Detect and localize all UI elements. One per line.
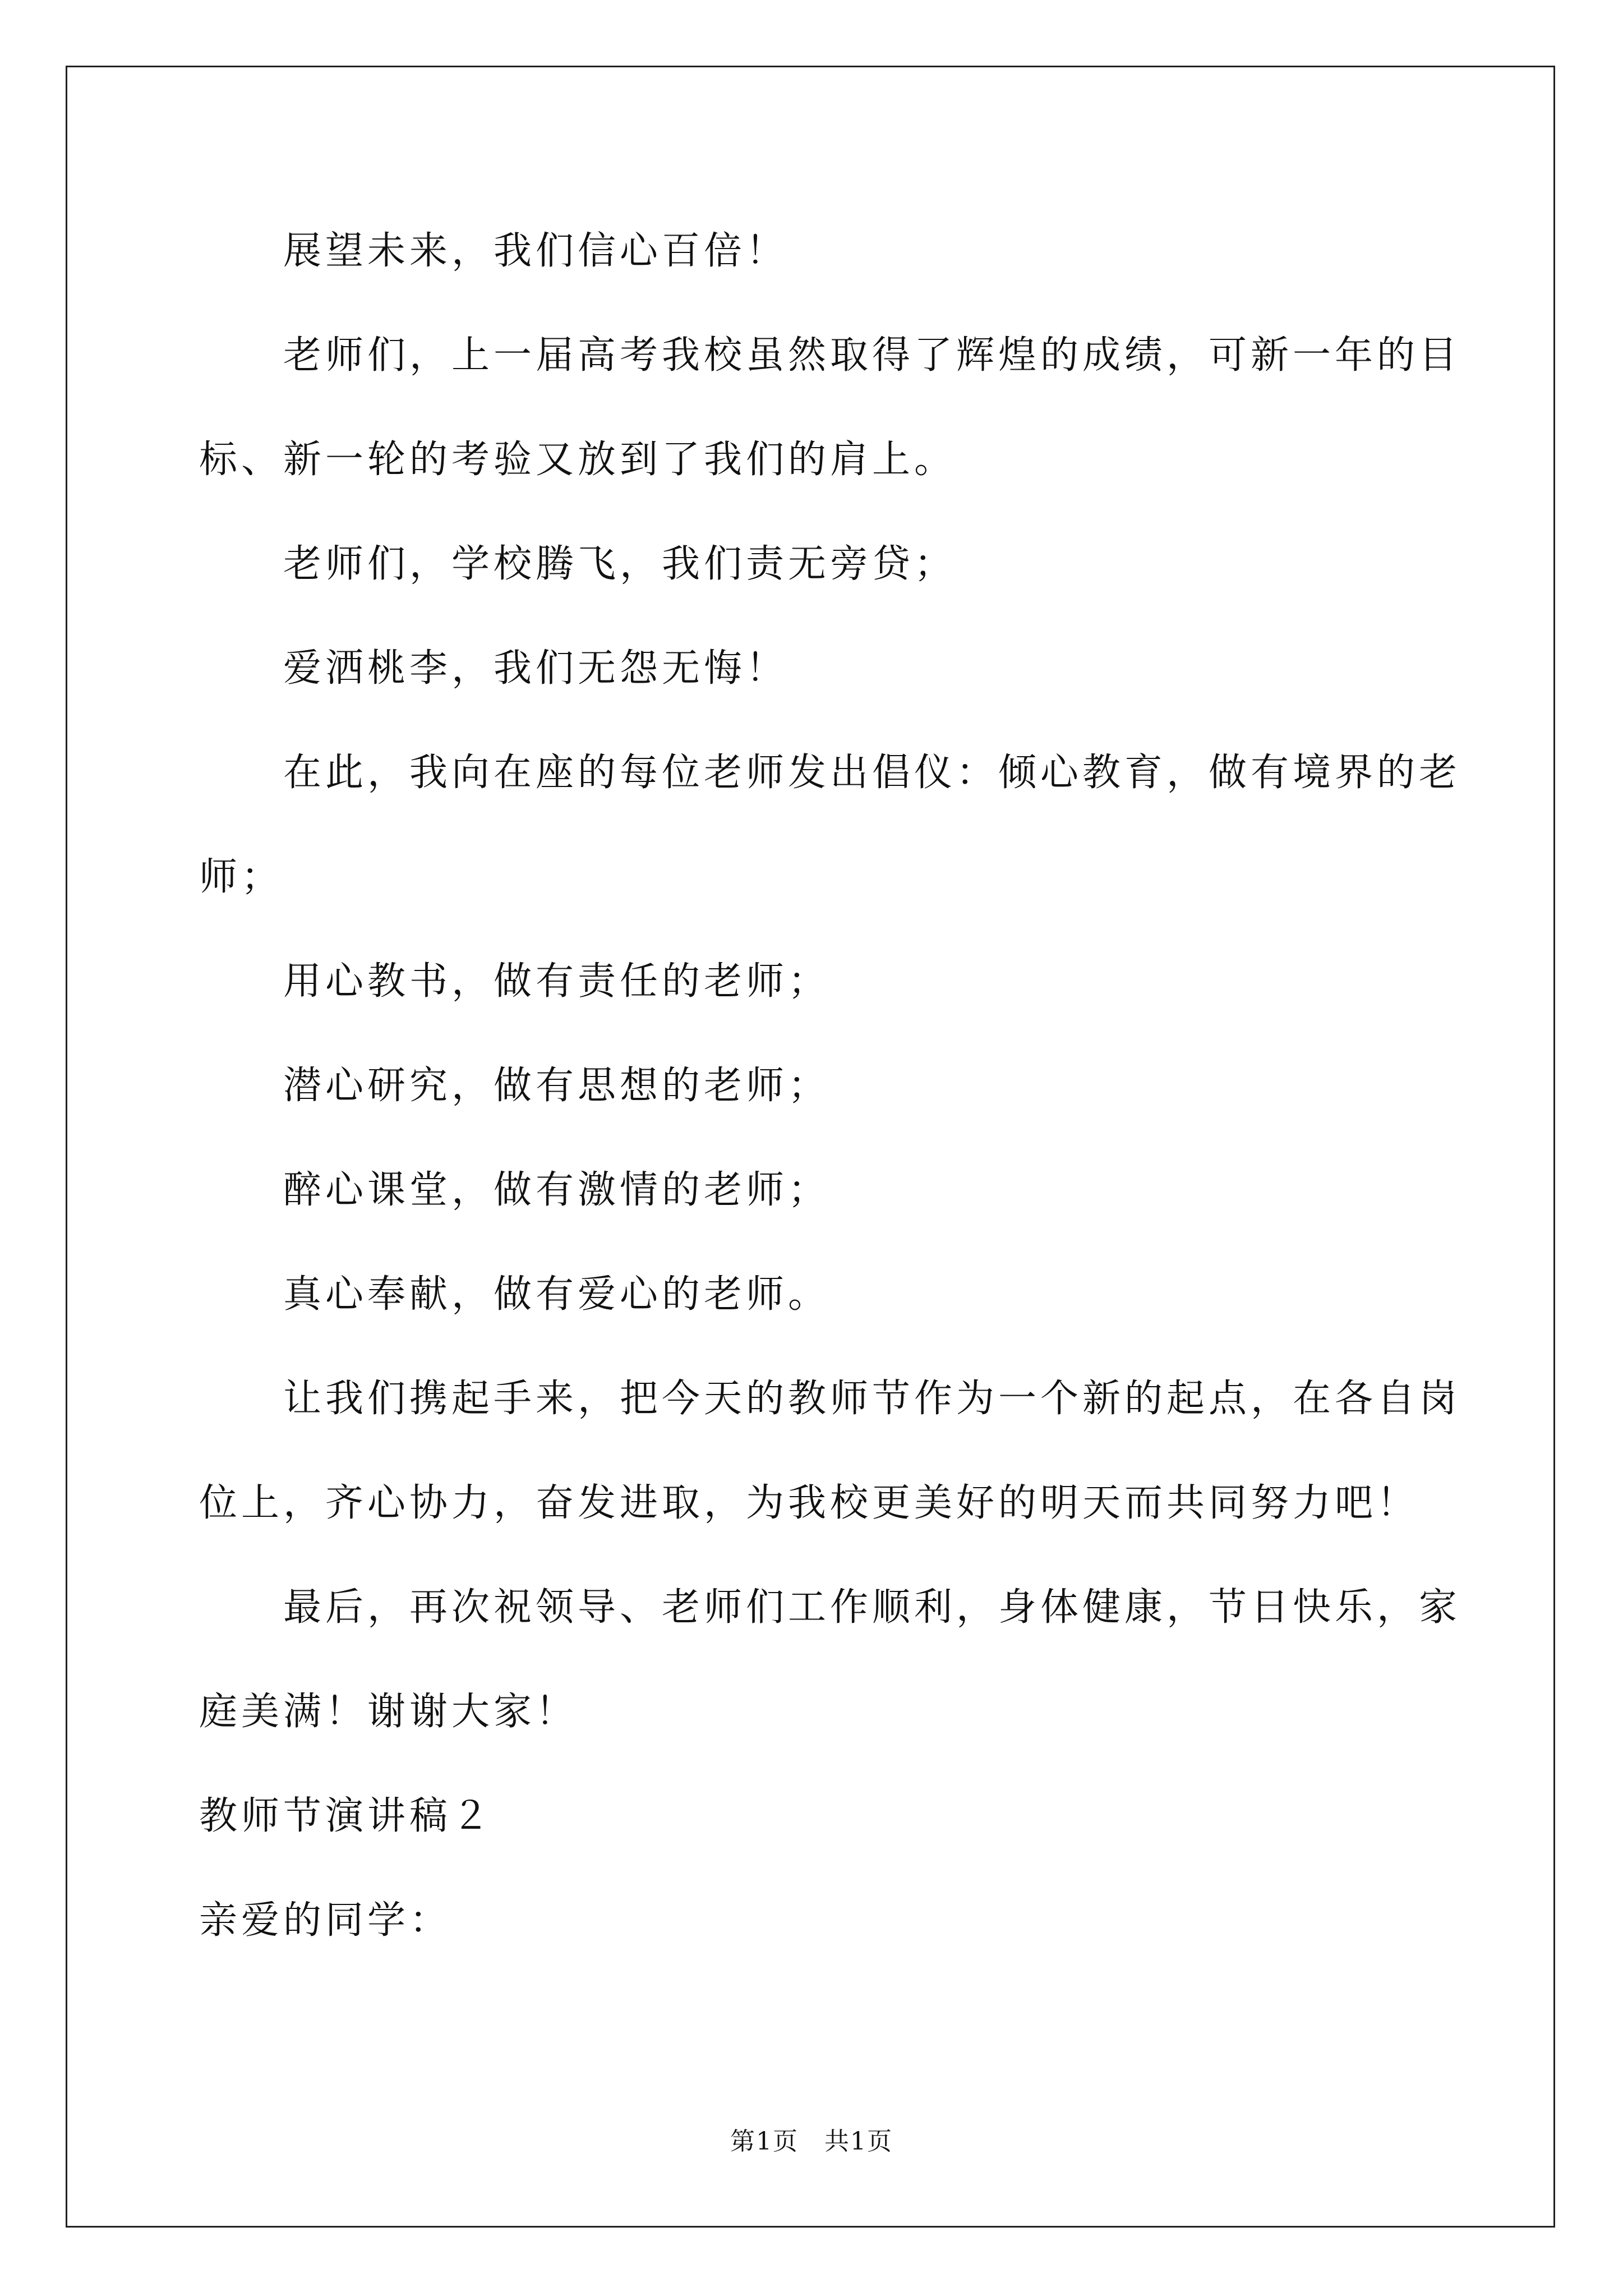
salutation: 亲爱的同学： xyxy=(199,1898,452,1943)
paragraph-line: 最后，再次祝领导、老师们工作顺利，身体健康，节日快乐，家 xyxy=(283,1585,1461,1630)
paragraph-line: 老师们，上一届高考我校虽然取得了辉煌的成绩，可新一年的目 xyxy=(283,333,1461,378)
paragraph-line: 位上，齐心协力，奋发进取，为我校更美好的明天而共同努力吧！ xyxy=(199,1481,1419,1525)
page-footer: 第1页 共1页 xyxy=(730,2127,893,2156)
section-heading: 教师节演讲稿２ xyxy=(199,1794,494,1838)
paragraph-line: 展望未来，我们信心百倍！ xyxy=(283,229,789,273)
paragraph-line: 师； xyxy=(199,855,284,899)
paragraph-line: 醉心课堂，做有激情的老师； xyxy=(283,1168,831,1212)
paragraph-line: 老师们，学校腾飞，我们责无旁贷； xyxy=(283,542,957,586)
paragraph-line: 在此，我向在座的每位老师发出倡仪：倾心教育，做有境界的老 xyxy=(283,751,1461,795)
paragraph-line: 让我们携起手来，把今天的教师节作为一个新的起点，在各自岗 xyxy=(283,1377,1461,1421)
paragraph-line: 真心奉献，做有爱心的老师。 xyxy=(283,1272,831,1317)
paragraph-line: 标、新一轮的考验又放到了我们的肩上。 xyxy=(199,438,957,482)
paragraph-line: 庭美满！谢谢大家！ xyxy=(199,1690,578,1734)
paragraph-line: 爱洒桃李，我们无怨无悔！ xyxy=(283,646,789,691)
paragraph-line: 潜心研究，做有思想的老师； xyxy=(283,1064,831,1108)
paragraph-line: 用心教书，做有责任的老师； xyxy=(283,959,831,1004)
